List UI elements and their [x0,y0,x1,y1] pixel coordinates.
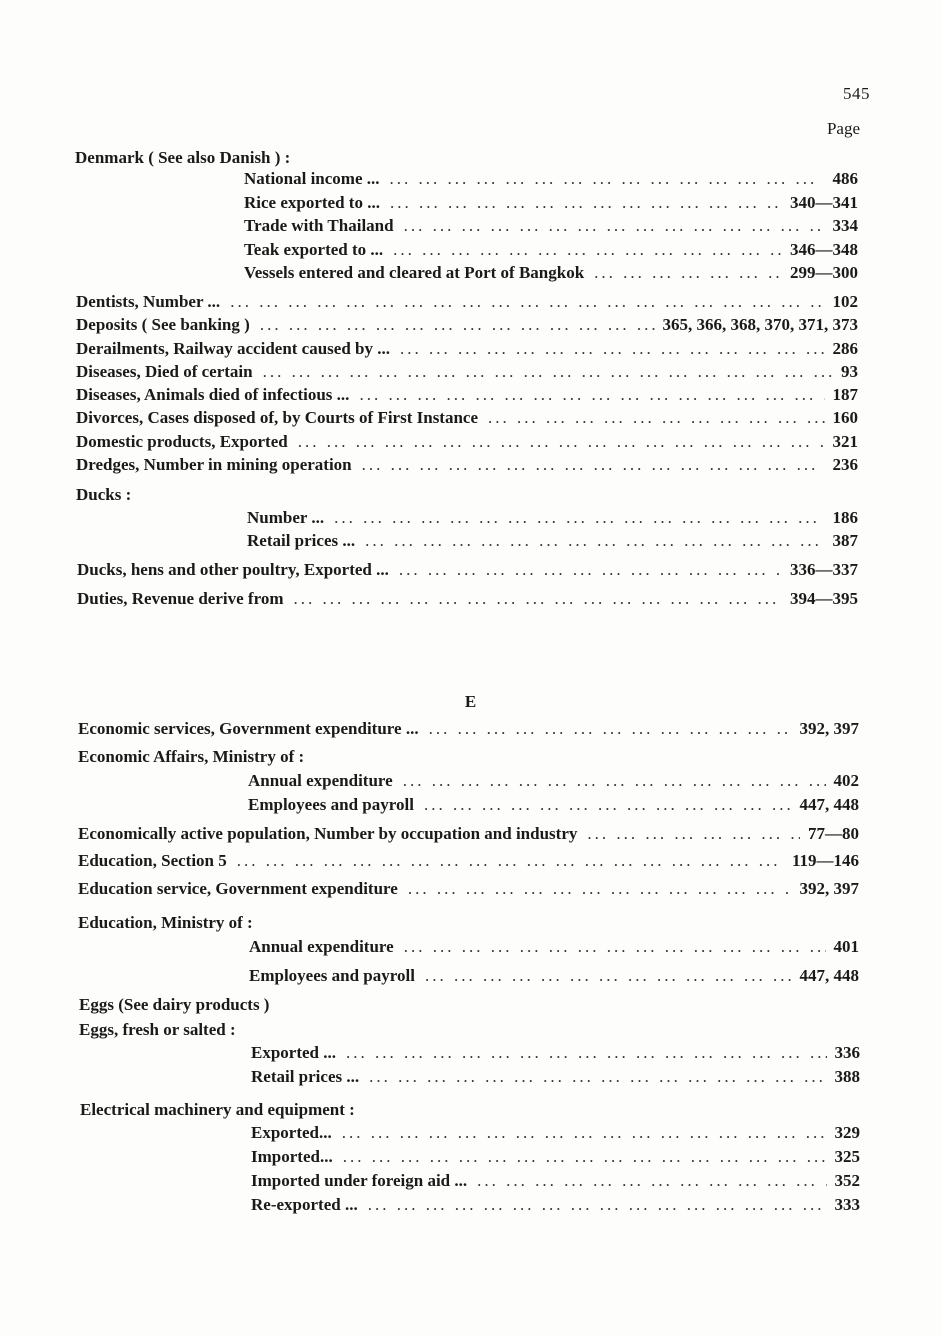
leader-dots [263,362,833,382]
index-entry [244,240,858,262]
entry-label: National income ... [244,169,380,188]
leader-dots [237,851,784,871]
index-entry [251,1171,860,1193]
index-entry [249,937,859,959]
index-entry [251,1123,860,1145]
index-entry [77,589,858,611]
entry-label: Education service, Government expenditure [78,879,398,898]
entry-label: Diseases, Died of certain [76,362,253,381]
entry-label: Annual expenditure [249,937,394,956]
leader-dots [390,169,825,189]
entry-label: Education, Section 5 [78,851,227,870]
entry-pages: 334 [832,216,858,235]
index-heading-economic-affairs: Economic Affairs, Ministry of : [78,747,305,766]
entry-label: Diseases, Animals died of infectious ... [76,385,350,404]
entry-label: Number ... [247,508,325,527]
entry-label: Retail prices ... [251,1067,360,1086]
entry-pages: 336—337 [790,560,858,579]
entry-label: Divorces, Cases disposed of, by Courts of First Instance [76,408,479,427]
index-entry [76,432,858,454]
index-heading-denmark: Denmark ( See also Danish ) : [75,148,291,167]
index-entry [77,560,858,582]
index-entry [244,216,858,238]
entry-label: Duties, Revenue derive from [77,589,284,608]
entry-pages: 402 [833,771,859,790]
index-heading-education-ministry: Education, Ministry of : [78,913,253,932]
index-entry [251,1147,860,1169]
entry-pages: 392, 397 [799,879,859,898]
index-heading-electrical: Electrical machinery and equipment : [80,1100,355,1119]
entry-pages: 102 [832,292,858,311]
entry-pages: 299—300 [790,263,858,282]
entry-label: Employees and payroll [248,795,414,814]
index-heading-eggs-fresh: Eggs, fresh or salted : [79,1020,236,1039]
index-entry [248,795,859,817]
entry-pages: 352 [834,1171,860,1190]
index-entry [78,851,859,873]
leader-dots [362,455,825,475]
entry-pages: 325 [834,1147,860,1166]
index-entry [76,455,858,477]
leader-dots [400,339,824,359]
entry-label: Teak exported to ... [244,240,384,259]
leader-dots [399,560,782,580]
index-entry [78,879,859,901]
entry-label: Annual expenditure [248,771,393,790]
entry-pages: 394—395 [790,589,858,608]
index-entry [78,824,859,846]
index-entry [251,1195,860,1217]
index-entry [76,408,858,430]
index-entry [251,1043,860,1065]
leader-dots [408,879,792,899]
index-heading-ducks: Ducks : [76,485,132,504]
entry-label: Employees and payroll [249,966,415,985]
leader-dots [359,385,824,405]
entry-label: Deposits ( See banking ) [76,315,250,334]
entry-pages: 93 [841,362,858,381]
leader-dots [390,193,782,213]
entry-pages: 236 [832,455,858,474]
index-entry [76,315,858,337]
page-number: 545 [843,84,870,103]
leader-dots [365,531,824,551]
index-entry [76,339,858,361]
entry-label: Dredges, Number in mining operation [76,455,352,474]
leader-dots [424,795,792,815]
leader-dots [429,719,792,739]
entry-pages: 77—80 [808,824,859,843]
leader-dots [488,408,824,428]
index-entry [251,1067,860,1089]
leader-dots [393,240,782,260]
leader-dots [334,508,824,528]
index-heading-eggs-dairy: Eggs (See dairy products ) [79,995,270,1014]
index-entry [247,531,858,553]
entry-label: Imported... [251,1147,333,1166]
leader-dots [425,966,792,986]
leader-dots [587,824,800,844]
entry-pages: 388 [834,1067,860,1086]
entry-label: Exported... [251,1123,332,1142]
entry-pages: 387 [832,531,858,550]
index-entry [244,193,858,215]
entry-label: Derailments, Railway accident caused by ... [76,339,391,358]
leader-dots [343,1147,827,1167]
index-entry [248,771,859,793]
entry-label: Exported ... [251,1043,336,1062]
index-entry [244,169,858,191]
index-entry [76,385,858,407]
entry-label: Rice exported to ... [244,193,380,212]
entry-pages: 365, 366, 368, 370, 371, 373 [662,315,858,334]
leader-dots [403,771,826,791]
entry-pages: 336 [834,1043,860,1062]
leader-dots [346,1043,827,1063]
entry-pages: 401 [833,937,859,956]
entry-pages: 160 [832,408,858,427]
leader-dots [342,1123,827,1143]
entry-pages: 346—348 [790,240,858,259]
section-letter: E [464,692,477,711]
page-column-header: Page [826,119,860,138]
leader-dots [477,1171,826,1191]
index-entry [249,966,859,988]
entry-pages: 486 [832,169,858,188]
entry-pages: 321 [832,432,858,451]
entry-label: Retail prices ... [247,531,356,550]
entry-pages: 447, 448 [799,966,859,985]
leader-dots [260,315,655,335]
leader-dots [293,589,782,609]
entry-pages: 392, 397 [799,719,859,738]
leader-dots [594,263,782,283]
entry-label: Ducks, hens and other poultry, Exported ... [77,560,389,579]
index-entry [244,263,858,285]
entry-pages: 329 [834,1123,860,1142]
leader-dots [368,1195,827,1215]
entry-label: Imported under foreign aid ... [251,1171,468,1190]
entry-pages: 447, 448 [799,795,859,814]
entry-label: Economically active population, Number by occupation and industry [78,824,578,843]
leader-dots [230,292,824,312]
leader-dots [369,1067,826,1087]
index-entry [76,292,858,314]
index-entry [78,719,859,741]
entry-label: Re-exported ... [251,1195,358,1214]
index-entry [76,362,858,384]
leader-dots [404,216,825,236]
entry-pages: 286 [832,339,858,358]
entry-label: Vessels entered and cleared at Port of Bangkok [244,263,585,282]
entry-pages: 187 [832,385,858,404]
entry-pages: 186 [832,508,858,527]
leader-dots [298,432,825,452]
entry-label: Trade with Thailand [244,216,394,235]
index-entry [247,508,858,530]
entry-label: Economic services, Government expenditure ... [78,719,419,738]
leader-dots [404,937,826,957]
entry-label: Domestic products, Exported [76,432,288,451]
entry-pages: 119—146 [791,851,859,870]
entry-pages: 333 [834,1195,860,1214]
entry-label: Dentists, Number ... [76,292,221,311]
entry-pages: 340—341 [790,193,858,212]
